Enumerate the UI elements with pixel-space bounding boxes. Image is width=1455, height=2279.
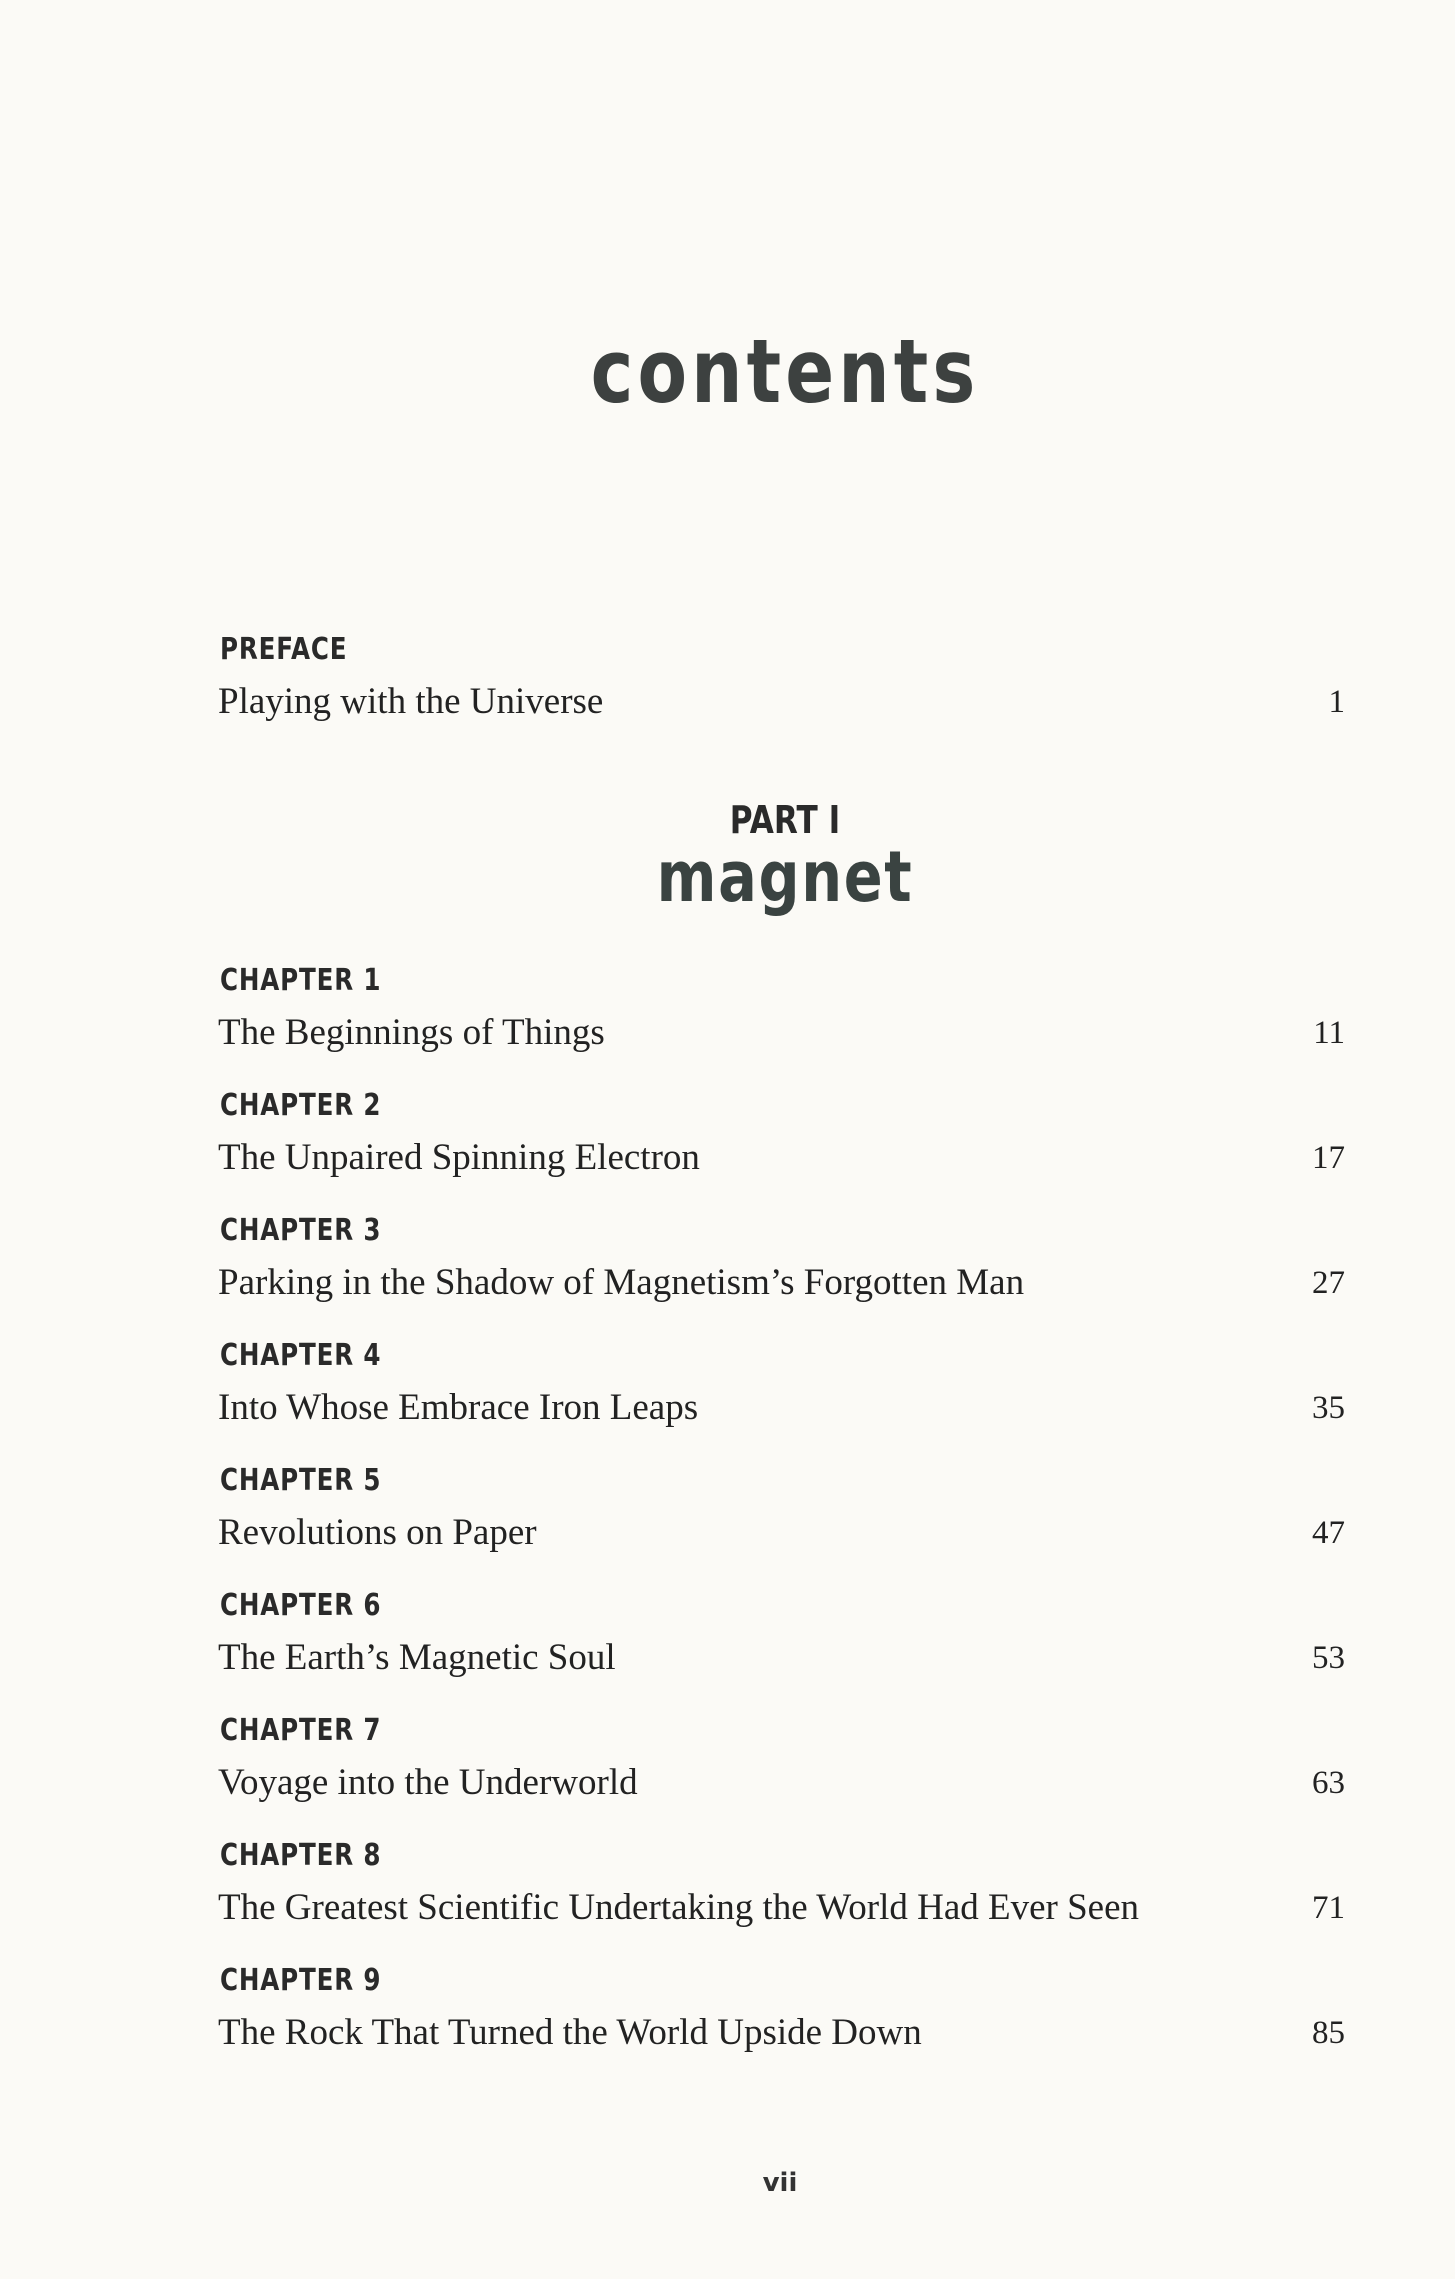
chapter-label: CHAPTER 1: [220, 963, 382, 998]
entry-title: Playing with the Universe: [218, 681, 604, 722]
entry-page-number: 53: [1312, 1640, 1345, 1676]
chapter-label: CHAPTER 2: [220, 1088, 382, 1123]
toc-entry-chapter-8[interactable]: [218, 1886, 1345, 1936]
toc-entry-preface[interactable]: [218, 680, 1345, 730]
toc-entry-chapter-5[interactable]: [218, 1511, 1345, 1561]
page-title: contents: [590, 320, 980, 423]
toc-entry-chapter-4[interactable]: [218, 1386, 1345, 1436]
chapter-label: CHAPTER 9: [220, 1963, 382, 1998]
part-title: magnet: [656, 836, 914, 918]
entry-title: Voyage into the Underworld: [218, 1762, 638, 1803]
toc-entry-chapter-9[interactable]: [218, 2011, 1345, 2061]
entry-page-number: 27: [1312, 1265, 1345, 1301]
toc-entry-chapter-1[interactable]: [218, 1011, 1345, 1061]
chapter-label: CHAPTER 6: [220, 1588, 382, 1623]
page-folio: vii: [762, 2168, 798, 2198]
entry-title: Revolutions on Paper: [218, 1512, 537, 1553]
entry-page-number: 63: [1312, 1765, 1345, 1801]
entry-page-number: 85: [1312, 2015, 1345, 2051]
entry-title: Into Whose Embrace Iron Leaps: [218, 1387, 699, 1428]
chapter-label: CHAPTER 8: [220, 1838, 382, 1873]
entry-page-number: 11: [1313, 1015, 1345, 1051]
entry-title: The Greatest Scientific Undertaking the World Had Ever Seen: [218, 1887, 1140, 1928]
entry-title: The Earth’s Magnetic Soul: [218, 1637, 616, 1678]
entry-page-number: 71: [1312, 1890, 1345, 1926]
entry-title: Parking in the Shadow of Magnetism’s Forgotten Man: [218, 1262, 1025, 1303]
entry-title: The Rock That Turned the World Upside Down: [218, 2012, 922, 2053]
entry-title: The Beginnings of Things: [218, 1012, 605, 1053]
toc-entry-chapter-7[interactable]: [218, 1761, 1345, 1811]
toc-entry-chapter-2[interactable]: [218, 1136, 1345, 1186]
entry-page-number: 47: [1312, 1515, 1345, 1551]
entry-page-number: 17: [1312, 1140, 1345, 1176]
chapter-label: CHAPTER 3: [220, 1213, 382, 1248]
chapter-label: CHAPTER 7: [220, 1713, 382, 1748]
chapter-label: CHAPTER 5: [220, 1463, 382, 1498]
preface-label: PREFACE: [220, 632, 348, 667]
chapter-label: CHAPTER 4: [220, 1338, 382, 1373]
toc-entry-chapter-6[interactable]: [218, 1636, 1345, 1686]
entry-page-number: 1: [1328, 684, 1345, 720]
part-label: PART I: [729, 798, 841, 842]
toc-entry-chapter-3[interactable]: [218, 1261, 1345, 1311]
entry-page-number: 35: [1312, 1390, 1345, 1426]
entry-title: The Unpaired Spinning Electron: [218, 1137, 700, 1178]
